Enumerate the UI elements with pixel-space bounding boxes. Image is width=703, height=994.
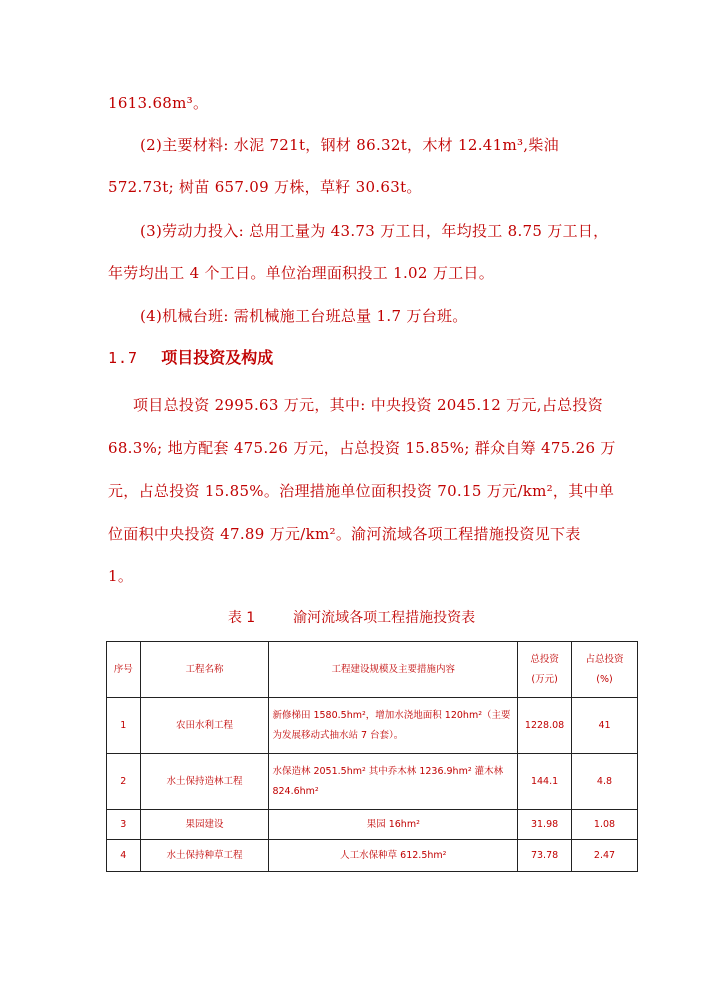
paragraph-labor-line-1: (3)劳动力投入: 总用工量为 43.73 万工日，年均投工 8.75 万工日， bbox=[140, 222, 609, 240]
section-title: 项目投资及构成 bbox=[161, 348, 274, 367]
section-number: 1.7 bbox=[108, 349, 139, 367]
table-row bbox=[107, 754, 638, 810]
header-percent-line-1: 占总投资 bbox=[585, 653, 624, 665]
row-1-name: 农田水利工程 bbox=[140, 698, 269, 754]
table-row bbox=[107, 698, 638, 754]
row-1-percent: 41 bbox=[571, 698, 637, 754]
table-caption-label: 表 1 bbox=[227, 610, 256, 626]
paragraph-labor-line-2: 年劳均出工 4 个工日。单位治理面积投工 1.02 万工日。 bbox=[108, 264, 495, 282]
header-investment-line-2: (万元) bbox=[531, 673, 558, 685]
row-2-content-line-2: 824.6hm² bbox=[272, 785, 319, 797]
investment-text-line-3: 元，占总投资 15.85%。治理措施单位面积投资 70.15 万元/km²，其中单 bbox=[108, 482, 615, 500]
row-1-no: 1 bbox=[107, 698, 141, 754]
paragraph-materials-line-2: 572.73t; 树苗 657.09 万株，草籽 30.63t。 bbox=[108, 178, 422, 196]
table-row bbox=[107, 840, 638, 872]
row-2-percent: 4.8 bbox=[571, 754, 637, 810]
row-4-no: 4 bbox=[107, 840, 141, 872]
row-2-no: 2 bbox=[107, 754, 141, 810]
investment-table bbox=[106, 641, 638, 872]
row-1-content-line-1: 新修梯田 1580.5hm²，增加水浇地面积 120hm²（主要 bbox=[272, 709, 511, 721]
header-investment bbox=[518, 642, 572, 698]
header-percent bbox=[571, 642, 637, 698]
row-3-percent: 1.08 bbox=[571, 810, 637, 840]
table-header-row bbox=[107, 642, 638, 698]
row-3-name: 果园建设 bbox=[140, 810, 269, 840]
paragraph-materials-line-1: (2)主要材料: 水泥 721t，钢材 86.32t，木材 12.41m³,柴油 bbox=[140, 136, 559, 154]
header-no: 序号 bbox=[107, 642, 141, 698]
row-1-investment: 1228.08 bbox=[518, 698, 572, 754]
row-3-content: 果园 16hm² bbox=[269, 810, 518, 840]
row-2-name: 水土保持造林工程 bbox=[140, 754, 269, 810]
header-investment-line-1: 总投资 bbox=[530, 653, 559, 665]
table-caption bbox=[0, 607, 703, 627]
row-3-investment: 31.98 bbox=[518, 810, 572, 840]
row-1-content-line-2: 为发展移动式抽水站 7 台套）。 bbox=[272, 729, 404, 741]
row-4-name: 水土保持种草工程 bbox=[140, 840, 269, 872]
row-2-content bbox=[269, 754, 518, 810]
row-3-no: 3 bbox=[107, 810, 141, 840]
paragraph-1-line-1: 1613.68m³。 bbox=[108, 94, 209, 112]
header-percent-line-2: (%) bbox=[596, 673, 613, 685]
investment-text-line-5: 1。 bbox=[108, 567, 134, 585]
investment-text-line-1: 项目总投资 2995.63 万元，其中: 中央投资 2045.12 万元,占总投资 bbox=[133, 396, 604, 414]
paragraph-machinery-line-1: (4)机械台班: 需机械施工台班总量 1.7 万台班。 bbox=[140, 307, 468, 325]
table-caption-title: 渝河流域各项工程措施投资表 bbox=[293, 610, 476, 626]
row-1-content bbox=[269, 698, 518, 754]
row-2-investment: 144.1 bbox=[518, 754, 572, 810]
table-row bbox=[107, 810, 638, 840]
investment-text-line-4: 位面积中央投资 47.89 万元/km²。渝河流域各项工程措施投资见下表 bbox=[108, 525, 581, 543]
row-4-percent: 2.47 bbox=[571, 840, 637, 872]
row-4-investment: 73.78 bbox=[518, 840, 572, 872]
investment-text-line-2: 68.3%; 地方配套 475.26 万元，占总投资 15.85%; 群众自筹 475.26 万 bbox=[108, 439, 616, 457]
section-heading bbox=[108, 346, 273, 370]
header-name: 工程名称 bbox=[140, 642, 269, 698]
row-2-content-line-1: 水保造林 2051.5hm² 其中乔木林 1236.9hm² 灌木林 bbox=[272, 765, 504, 777]
header-content: 工程建设规模及主要措施内容 bbox=[269, 642, 518, 698]
row-4-content: 人工水保种草 612.5hm² bbox=[269, 840, 518, 872]
